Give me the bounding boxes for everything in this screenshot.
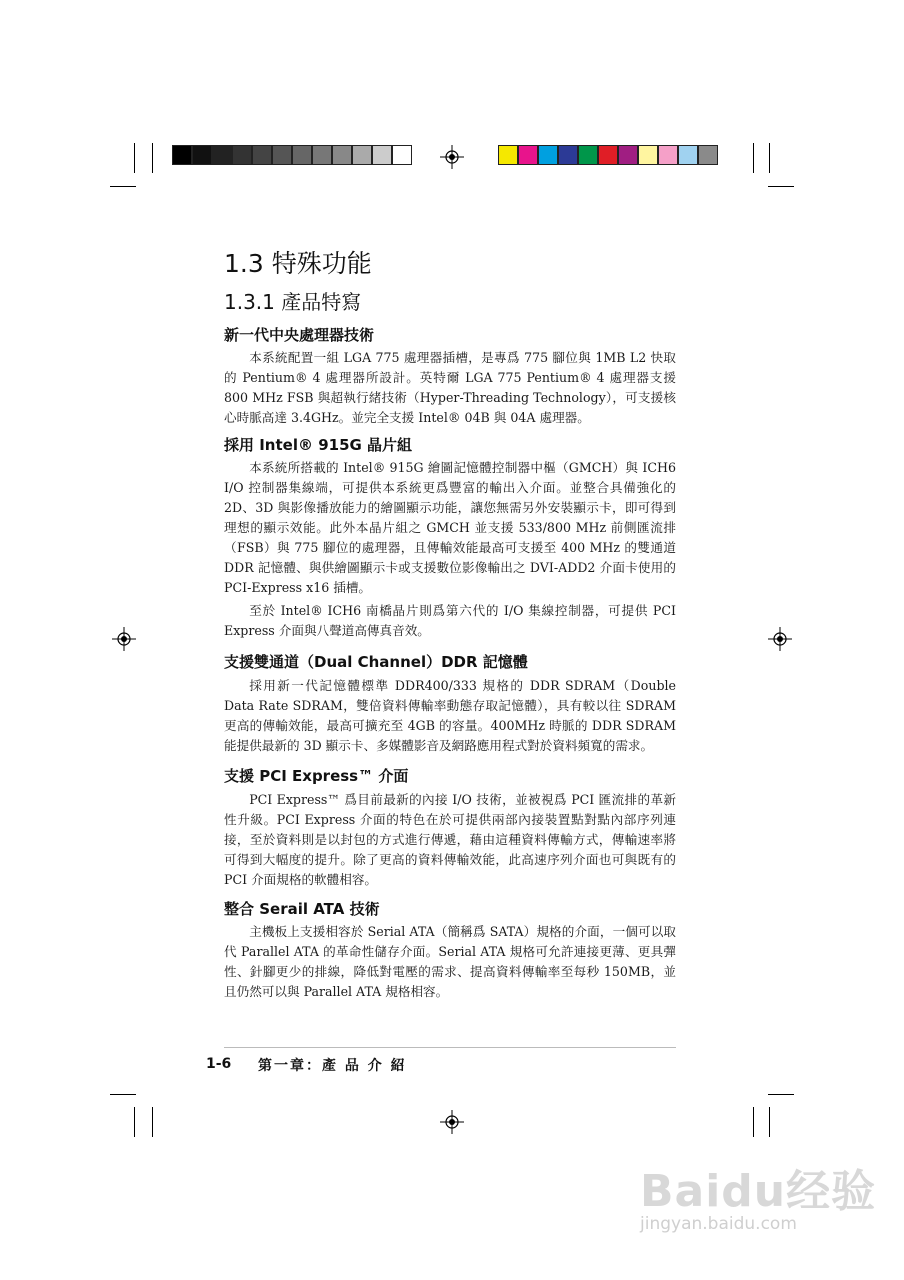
feature-paragraph: 至於 Intel® ICH6 南橋晶片則爲第六代的 I/O 集線控制器，可提供 PCI Express 介面與八聲道高傳真音效。 xyxy=(224,603,676,638)
registration-mark-icon xyxy=(768,627,792,651)
feature-paragraph: 本系統配置一組 LGA 775 處理器插槽，是專爲 775 腳位與 1MB L2 快取的 Pentium® 4 處理器所設計。英特爾 LGA 775 Pentium® 4 處理器支援 800 MHz FSB 與超執行緒技術（Hyper-Threading Technology），可支援核心時脈高達 3.4GHz。並完全支援 Intel® 04B 與 04A 處理器。 xyxy=(224,350,676,425)
color-swatch xyxy=(638,145,658,165)
color-swatch xyxy=(698,145,718,165)
crop-mark xyxy=(769,143,770,173)
watermark-brand: Baidu经验 xyxy=(640,1166,877,1217)
color-swatch xyxy=(232,145,252,165)
color-swatch xyxy=(172,145,192,165)
color-swatch xyxy=(352,145,372,165)
chapter-label: 第一章：產 品 介 紹 xyxy=(258,1058,407,1074)
crop-mark xyxy=(768,1094,794,1095)
footer-rule xyxy=(224,1047,676,1048)
crop-mark xyxy=(769,1107,770,1137)
crop-mark xyxy=(753,1107,754,1137)
crop-mark xyxy=(753,143,754,173)
color-swatch xyxy=(312,145,332,165)
feature-heading-cpu: 新一代中央處理器技術 xyxy=(224,326,375,344)
crop-mark xyxy=(110,186,136,187)
feature-paragraph: PCI Express™ 爲目前最新的內接 I/O 技術，並被視爲 PCI 匯流排的革新性升級。PCI Express 介面的特色在於可提供兩部內接裝置點對點內部序列連接，至於資料則是以封包的方式進行傳遞，藉由這種資料傳輸方式，傳輸速率將可得到大幅度的提升。除了更高的資料傳輸效能，此高速序列介面也可與既有的 PCI 介面規格的軟體相容。 xyxy=(224,792,676,887)
color-swatch xyxy=(392,145,412,165)
color-swatch xyxy=(212,145,232,165)
crop-mark xyxy=(110,1094,136,1095)
crop-mark xyxy=(134,1107,135,1137)
subsection-title: 1.3.1 產品特寫 xyxy=(224,290,362,314)
color-swatch xyxy=(332,145,352,165)
color-swatch xyxy=(292,145,312,165)
feature-paragraph: 本系統所搭載的 Intel® 915G 繪圖記憶體控制器中樞（GMCH）與 ICH6 I/O 控制器集線端，可提供本系統更爲豐富的輸出入介面。並整合具備強化的 2D、3D 與影像播放能力的繪圖顯示功能，讓您無需另外安裝顯示卡，即可得到理想的顯示效能。此外本晶片組之 GMCH 並支援 533/800 MHz 前側匯流排（FSB）與 775 腳位的處理器，且傳輸效能最高可支援至 400 MHz 的雙通道 DDR 記憶體、與供繪圖顯示卡或支援數位影像輸出之 DVI-ADD2 介面卡使用的 PCI-Express x16 插槽。 xyxy=(224,460,676,595)
feature-heading-pci-express: 支援 PCI Express™ 介面 xyxy=(224,767,409,785)
color-swatch xyxy=(372,145,392,165)
registration-mark-icon xyxy=(112,627,136,651)
color-swatch xyxy=(578,145,598,165)
feature-paragraph: 採用新一代記憶體標準 DDR400/333 規格的 DDR SDRAM（Double Data Rate SDRAM，雙倍資料傳輸率動態存取記憶體），具有較以往 SDRAM 更高的傳輸效能，最高可擴充至 4GB 的容量。400MHz 時脈的 DDR SDRAM 能提供最新的 3D 顯示卡、多媒體影音及網路應用程式對於資料頻寬的需求。 xyxy=(224,678,676,753)
color-swatch xyxy=(518,145,538,165)
color-swatch xyxy=(498,145,518,165)
crop-mark xyxy=(768,186,794,187)
color-swatch xyxy=(658,145,678,165)
color-swatch xyxy=(252,145,272,165)
grayscale-calibration-bar xyxy=(172,145,412,165)
crop-mark xyxy=(134,143,135,173)
color-calibration-bar xyxy=(498,145,718,165)
feature-heading-sata: 整合 Serail ATA 技術 xyxy=(224,900,380,918)
registration-mark-icon xyxy=(440,1110,464,1134)
page-number: 1-6 xyxy=(206,1056,232,1072)
color-swatch xyxy=(558,145,578,165)
crop-mark xyxy=(152,143,153,173)
registration-mark-icon xyxy=(440,145,464,169)
feature-heading-chipset: 採用 Intel® 915G 晶片組 xyxy=(224,436,413,454)
section-title: 1.3 特殊功能 xyxy=(224,249,372,278)
color-swatch xyxy=(192,145,212,165)
color-swatch xyxy=(272,145,292,165)
color-swatch xyxy=(538,145,558,165)
crop-mark xyxy=(152,1107,153,1137)
watermark-url: jingyan.baidu.com xyxy=(640,1214,797,1234)
color-swatch xyxy=(618,145,638,165)
feature-heading-memory: 支援雙通道（Dual Channel）DDR 記憶體 xyxy=(224,653,528,671)
color-swatch xyxy=(678,145,698,165)
color-swatch xyxy=(598,145,618,165)
feature-paragraph: 主機板上支援相容於 Serial ATA（簡稱爲 SATA）規格的介面，一個可以取代 Parallel ATA 的革命性儲存介面。Serial ATA 規格可允許連接更薄、更具彈性、針腳更少的排線，降低對電壓的需求、提高資料傳輸率至每秒 150MB，並且仍然可以與 Parallel ATA 規格相容。 xyxy=(224,924,676,999)
